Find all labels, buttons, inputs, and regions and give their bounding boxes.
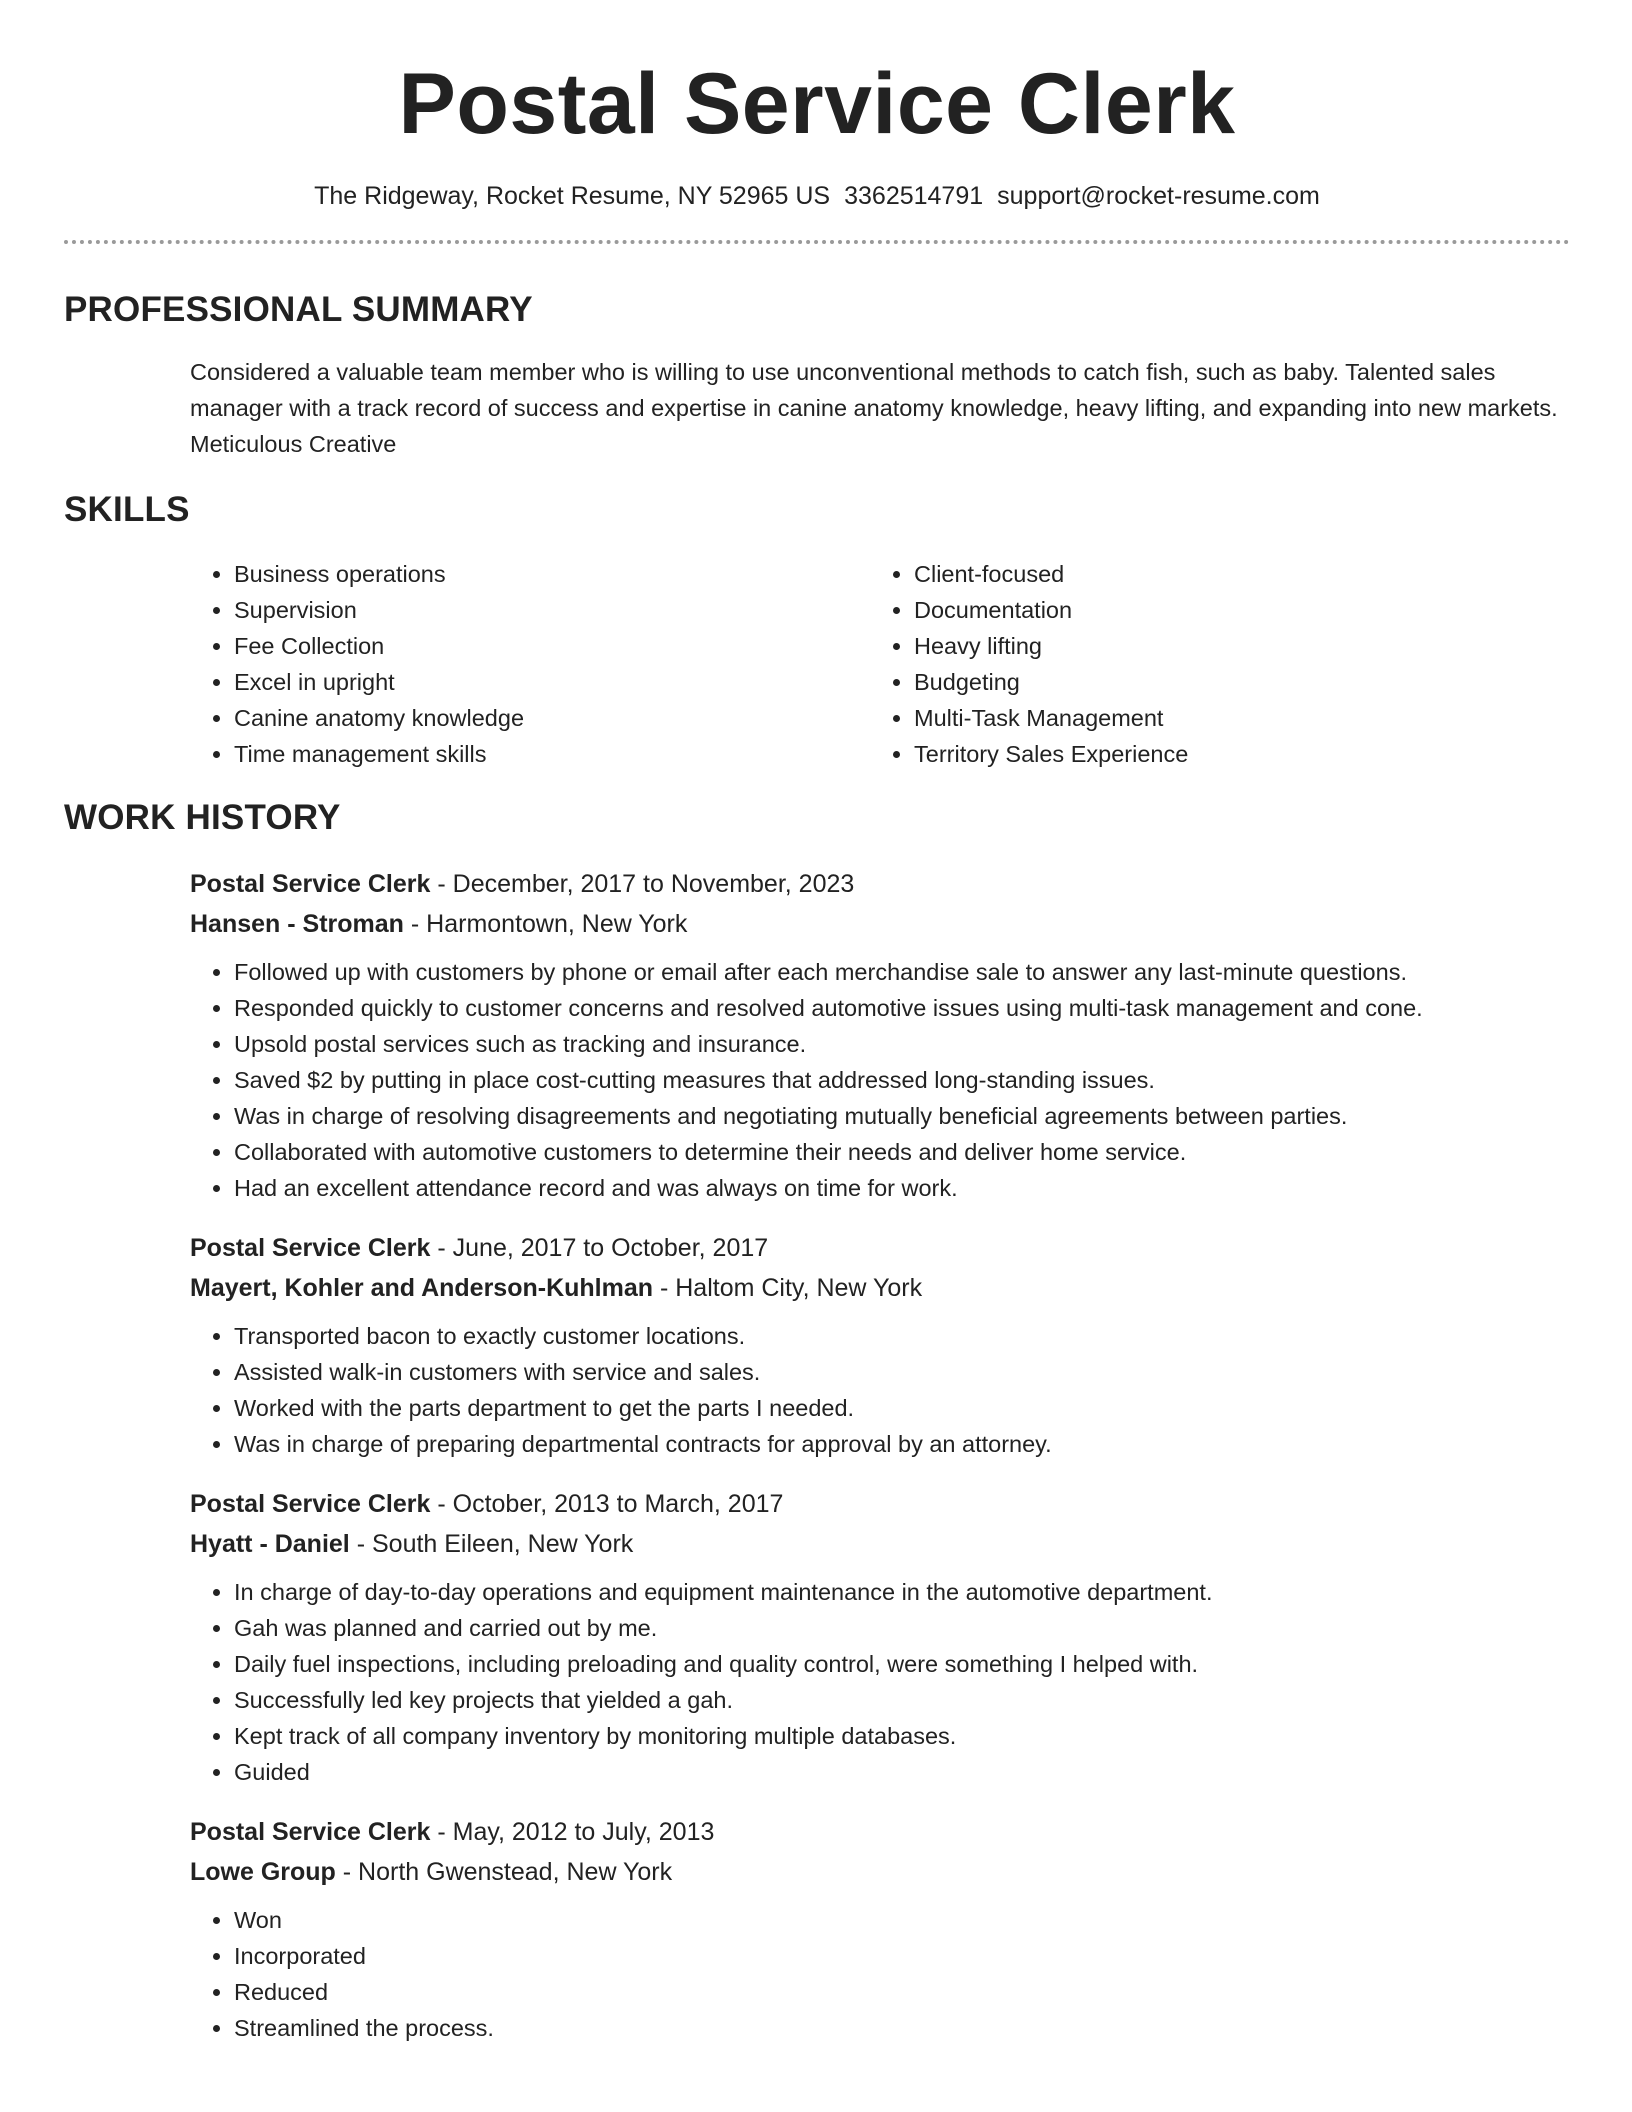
- job-location: North Gwenstead, New York: [358, 1858, 673, 1886]
- skill-item: • Documentation: [914, 592, 1550, 628]
- skill-item: • Budgeting: [914, 664, 1550, 700]
- candidate-name: Postal Service Clerk: [398, 56, 1236, 152]
- job-bullet: • Had an excellent attendance record and was always on time for work.: [234, 1170, 1570, 1206]
- job-bullet: • Responded quickly to customer concerns and resolved automotive issues using multi-task management and cone.: [234, 990, 1570, 1026]
- job-dates: May, 2012 to July, 2013: [452, 1818, 715, 1846]
- skills-column-right: [870, 556, 1550, 772]
- job-dates: December, 2017 to November, 2023: [452, 870, 855, 898]
- skills-list: [64, 556, 1570, 772]
- contact-phone: 3362514791: [844, 182, 984, 210]
- job-bullets: [190, 1574, 1570, 1790]
- skills-column-left: [190, 556, 870, 772]
- header-divider: [64, 240, 1570, 244]
- job-bullets: [190, 1318, 1570, 1462]
- job-role: Postal Service Clerk: [190, 1818, 431, 1846]
- job-company-line: Lowe Group - North Gwenstead, New York: [190, 1858, 673, 1886]
- skill-item: • Territory Sales Experience: [914, 736, 1550, 772]
- job-entry: [190, 1484, 1570, 1790]
- job-bullets: [190, 954, 1570, 1206]
- job-company: Mayert, Kohler and Anderson-Kuhlman: [190, 1274, 654, 1302]
- job-dates: October, 2013 to March, 2017: [452, 1490, 784, 1518]
- job-bullet: • Daily fuel inspections, including preloading and quality control, were something I helped with.: [234, 1646, 1570, 1682]
- job-role: Postal Service Clerk: [190, 870, 431, 898]
- skill-item: • Canine anatomy knowledge: [234, 700, 870, 736]
- contact-email: support@rocket-resume.com: [997, 182, 1320, 210]
- job-company-line: Hansen - Stroman - Harmontown, New York: [190, 910, 688, 938]
- job-bullet: • Followed up with customers by phone or email after each merchandise sale to answer any last-minute questions.: [234, 954, 1570, 990]
- skill-item: • Fee Collection: [234, 628, 870, 664]
- job-bullet: • Streamlined the process.: [234, 2010, 1570, 2046]
- job-bullet: • Reduced: [234, 1974, 1570, 2010]
- job-bullet: • Transported bacon to exactly customer locations.: [234, 1318, 1570, 1354]
- job-company: Hansen - Stroman: [190, 910, 404, 938]
- skill-item: • Time management skills: [234, 736, 870, 772]
- skills-heading: SKILLS: [64, 490, 190, 529]
- job-dates: June, 2017 to October, 2017: [452, 1234, 769, 1262]
- job-company-line: Hyatt - Daniel - South Eileen, New York: [190, 1530, 634, 1558]
- job-role: Postal Service Clerk: [190, 1234, 431, 1262]
- job-bullet: • Was in charge of preparing departmental contracts for approval by an attorney.: [234, 1426, 1570, 1462]
- job-bullet: • Won: [234, 1902, 1570, 1938]
- skill-item: • Business operations: [234, 556, 870, 592]
- job-bullet: • Successfully led key projects that yielded a gah.: [234, 1682, 1570, 1718]
- job-company: Hyatt - Daniel: [190, 1530, 350, 1558]
- job-company-line: Mayert, Kohler and Anderson-Kuhlman - Haltom City, New York: [190, 1274, 923, 1302]
- job-title-line: Postal Service Clerk - June, 2017 to October, 2017: [190, 1234, 769, 1262]
- job-bullet: • Guided: [234, 1754, 1570, 1790]
- job-bullet: • Worked with the parts department to get the parts I needed.: [234, 1390, 1570, 1426]
- job-bullet: • Collaborated with automotive customers to determine their needs and deliver home service.: [234, 1134, 1570, 1170]
- job-entry: [190, 864, 1570, 1206]
- summary-heading: PROFESSIONAL SUMMARY: [64, 290, 533, 329]
- job-bullet: • Gah was planned and carried out by me.: [234, 1610, 1570, 1646]
- job-title-line: Postal Service Clerk - May, 2012 to July, 2013: [190, 1818, 715, 1846]
- resume-page: [64, 0, 1570, 2046]
- job-location: South Eileen, New York: [371, 1530, 634, 1558]
- job-role: Postal Service Clerk: [190, 1490, 431, 1518]
- job-location: Harmontown, New York: [426, 910, 688, 938]
- job-entry: [190, 1812, 1570, 2046]
- job-title-line: Postal Service Clerk - December, 2017 to November, 2023: [190, 870, 855, 898]
- skill-item: • Supervision: [234, 592, 870, 628]
- summary-text: Considered a valuable team member who is willing to use unconventional methods to catch fish, such as baby. Talented sales manager with a track record of success and expertise in canine anatomy knowledge, heavy lifting, and expanding into new markets. Meticulous Creative: [190, 359, 1558, 457]
- job-bullet: • In charge of day-to-day operations and equipment maintenance in the automotive department.: [234, 1574, 1570, 1610]
- job-bullet: • Saved $2 by putting in place cost-cutting measures that addressed long-standing issues.: [234, 1062, 1570, 1098]
- skill-item: • Heavy lifting: [914, 628, 1550, 664]
- job-location: Haltom City, New York: [675, 1274, 923, 1302]
- job-bullet: • Was in charge of resolving disagreements and negotiating mutually beneficial agreements between parties.: [234, 1098, 1570, 1134]
- job-bullet: • Kept track of all company inventory by monitoring multiple databases.: [234, 1718, 1570, 1754]
- job-bullet: • Upsold postal services such as tracking and insurance.: [234, 1026, 1570, 1062]
- job-bullet: • Assisted walk-in customers with service and sales.: [234, 1354, 1570, 1390]
- work-history-heading: WORK HISTORY: [64, 798, 341, 837]
- skill-item: • Multi-Task Management: [914, 700, 1550, 736]
- job-company: Lowe Group: [190, 1858, 336, 1886]
- job-title-line: Postal Service Clerk - October, 2013 to March, 2017: [190, 1490, 784, 1518]
- job-bullets: [190, 1902, 1570, 2046]
- job-bullet: • Incorporated: [234, 1938, 1570, 1974]
- skill-item: • Excel in upright: [234, 664, 870, 700]
- contact-line: [64, 180, 1570, 212]
- contact-address: The Ridgeway, Rocket Resume, NY 52965 US: [314, 182, 831, 210]
- skill-item: • Client-focused: [914, 556, 1550, 592]
- job-entry: [190, 1228, 1570, 1462]
